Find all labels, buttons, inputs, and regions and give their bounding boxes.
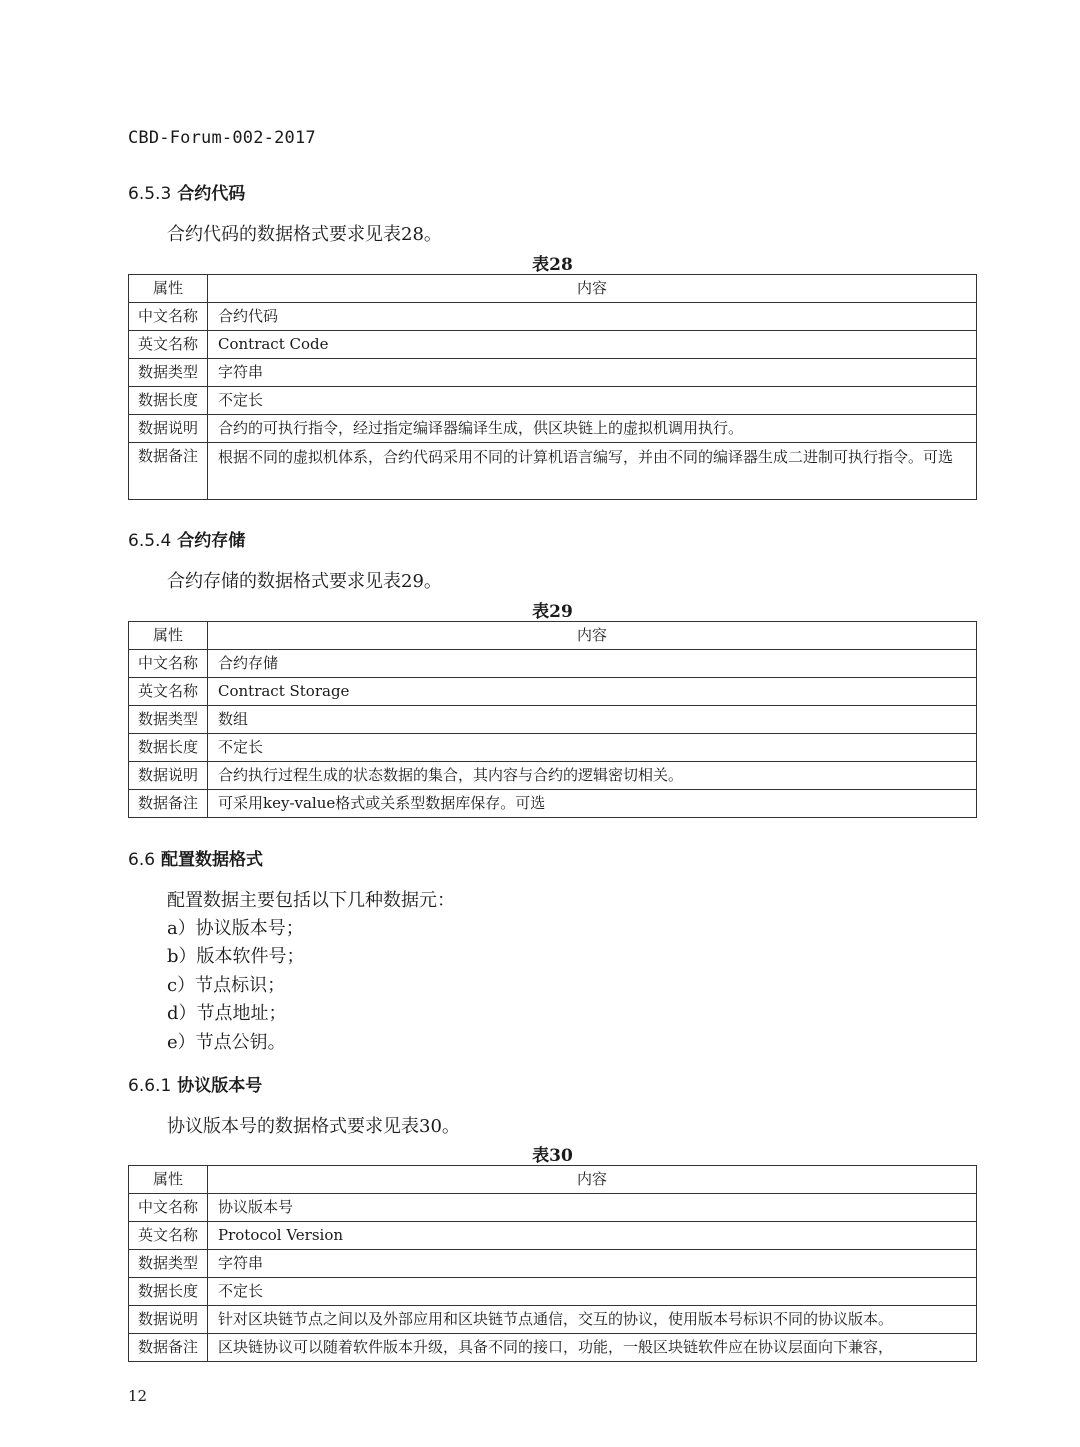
- row-attr: 数据类型: [129, 1250, 208, 1278]
- row-value: 区块链协议可以随着软件版本升级，具备不同的接口，功能，一般区块链软件应在协议层面向下兼容，: [208, 1334, 977, 1362]
- row-attr: 数据长度: [129, 1278, 208, 1306]
- table-row: [129, 387, 977, 415]
- list-item: c）节点标识；: [167, 975, 286, 996]
- row-attr: 英文名称: [129, 1222, 208, 1250]
- header-attr: 属性: [129, 275, 208, 303]
- table-row: [129, 359, 977, 387]
- document-code: CBD-Forum-002-2017: [128, 128, 316, 148]
- list-item: b）版本软件号；: [167, 946, 305, 967]
- section-intro-6-6: 配置数据主要包括以下几种数据元：: [167, 890, 455, 911]
- row-attr: 数据类型: [129, 359, 208, 387]
- row-attr: 数据备注: [129, 443, 208, 500]
- section-intro-6-6-1: 协议版本号的数据格式要求见表30。: [167, 1116, 460, 1137]
- table-row: [129, 331, 977, 359]
- table-29: [128, 621, 977, 818]
- table-row: [129, 790, 977, 818]
- section-heading-6-6: [128, 845, 263, 870]
- row-value: 合约的可执行指令，经过指定编译器编译生成，供区块链上的虚拟机调用执行。: [208, 415, 977, 443]
- row-attr: 数据说明: [129, 762, 208, 790]
- page-number: 12: [128, 1387, 148, 1405]
- row-attr: 英文名称: [129, 678, 208, 706]
- row-value: Protocol Version: [208, 1222, 977, 1250]
- table-row: [129, 303, 977, 331]
- row-attr: 数据长度: [129, 387, 208, 415]
- row-value: 根据不同的虚拟机体系，合约代码采用不同的计算机语言编写，并由不同的编译器生成二进制可执行指令。可选: [208, 443, 977, 500]
- row-attr: 数据类型: [129, 706, 208, 734]
- row-attr: 数据长度: [129, 734, 208, 762]
- row-attr: 数据备注: [129, 1334, 208, 1362]
- row-attr: 数据说明: [129, 1306, 208, 1334]
- section-heading-6-5-3: [128, 179, 245, 204]
- section-heading-6-5-4: [128, 526, 245, 551]
- table-caption-28: 表28: [532, 255, 573, 275]
- list-item: e）节点公钥。: [167, 1032, 286, 1053]
- table-header-row: [129, 622, 977, 650]
- section-title: 配置数据格式: [161, 850, 264, 870]
- table-header-row: [129, 275, 977, 303]
- table-row: [129, 1222, 977, 1250]
- row-attr: 中文名称: [129, 303, 208, 331]
- row-value: 不定长: [208, 1278, 977, 1306]
- table-row: [129, 706, 977, 734]
- table-caption-29: 表29: [532, 602, 573, 622]
- table-header-row: [129, 1166, 977, 1194]
- header-attr: 属性: [129, 1166, 208, 1194]
- row-value: 合约代码: [208, 303, 977, 331]
- row-value: 合约执行过程生成的状态数据的集合，其内容与合约的逻辑密切相关。: [208, 762, 977, 790]
- table-row: [129, 1278, 977, 1306]
- row-attr: 英文名称: [129, 331, 208, 359]
- header-content: 内容: [208, 622, 977, 650]
- row-value: Contract Code: [208, 331, 977, 359]
- table-row: [129, 1306, 977, 1334]
- section-intro-6-5-4: 合约存储的数据格式要求见表29。: [167, 571, 442, 592]
- row-value: 数组: [208, 706, 977, 734]
- table-row: [129, 734, 977, 762]
- row-value: 字符串: [208, 359, 977, 387]
- table-row: [129, 650, 977, 678]
- table-row: [129, 1194, 977, 1222]
- row-attr: 中文名称: [129, 1194, 208, 1222]
- table-28: [128, 274, 977, 500]
- section-title: 合约代码: [177, 184, 246, 204]
- table-row: [129, 762, 977, 790]
- row-value: Contract Storage: [208, 678, 977, 706]
- table-caption-30: 表30: [532, 1146, 573, 1166]
- header-content: 内容: [208, 1166, 977, 1194]
- list-item: d）节点地址；: [167, 1003, 287, 1024]
- table-30: [128, 1165, 977, 1362]
- section-number: 6.5.4: [128, 531, 172, 551]
- section-number: 6.5.3: [128, 184, 172, 204]
- section-title: 协议版本号: [177, 1076, 263, 1096]
- section-heading-6-6-1: [128, 1071, 262, 1096]
- row-value: 针对区块链节点之间以及外部应用和区块链节点通信，交互的协议，使用版本号标识不同的协议版本。: [208, 1306, 977, 1334]
- section-number: 6.6.1: [128, 1076, 172, 1096]
- header-attr: 属性: [129, 622, 208, 650]
- section-intro-6-5-3: 合约代码的数据格式要求见表28。: [167, 224, 442, 245]
- row-value: 可采用key-value格式或关系型数据库保存。可选: [208, 790, 977, 818]
- row-attr: 数据备注: [129, 790, 208, 818]
- row-attr: 数据说明: [129, 415, 208, 443]
- header-content: 内容: [208, 275, 977, 303]
- row-value: 不定长: [208, 387, 977, 415]
- table-row: [129, 415, 977, 443]
- table-row: [129, 1334, 977, 1362]
- section-title: 合约存储: [177, 531, 246, 551]
- table-row: [129, 678, 977, 706]
- list-item: a）协议版本号；: [167, 918, 304, 939]
- row-attr: 中文名称: [129, 650, 208, 678]
- table-row: [129, 443, 977, 500]
- table-row: [129, 1250, 977, 1278]
- row-value: 合约存储: [208, 650, 977, 678]
- section-number: 6.6: [128, 850, 156, 870]
- row-value: 字符串: [208, 1250, 977, 1278]
- row-value: 不定长: [208, 734, 977, 762]
- row-value: 协议版本号: [208, 1194, 977, 1222]
